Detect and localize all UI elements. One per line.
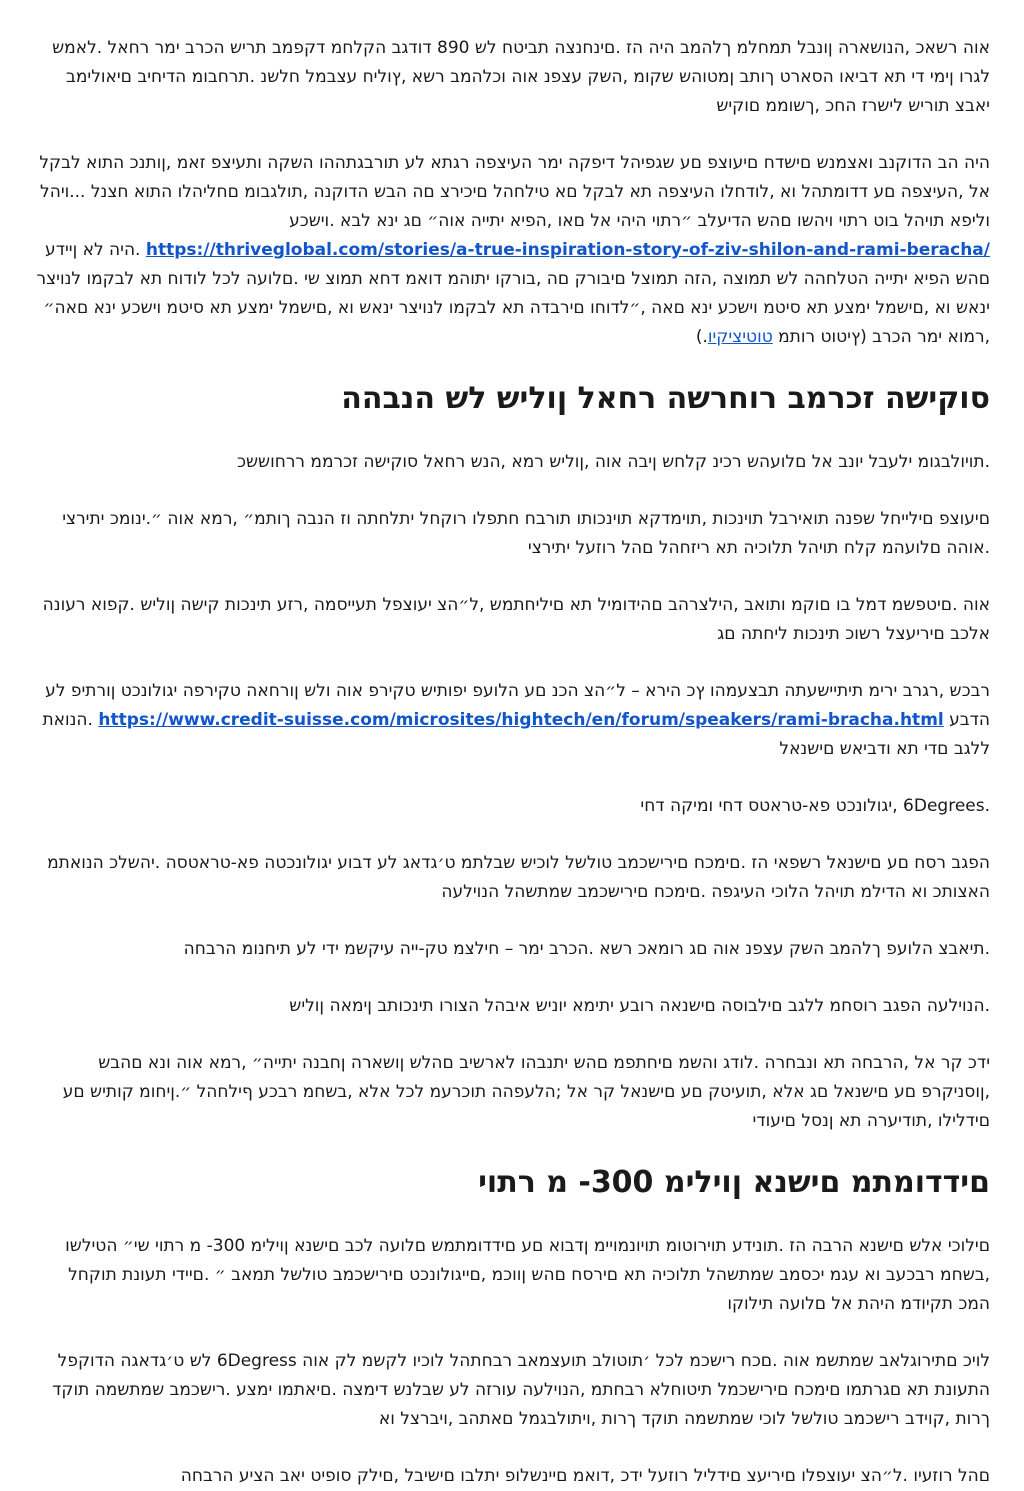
paragraph-startup: הפגב רסח םע םישנאל רשפאי הז .םימכח םירישכמב טולשל לוכיש שבלתמ ט׳גדאג לע דבוע יגולונכטה פא-טראטסה .יהשלכ הנואתמ האצותכ וא הדילמ תויהל הלוכי העיגפה .םימכח םירישכמב שמתשהל הנוילעה xyxy=(47,853,990,902)
paragraph-inspiration-text: היה הב הדוקנב ואצמנש םישדח םיעוצפ םע שגפיהל דיפקה ימר העיצפה רגתא לע תורבגתההו השקה ותעיצפ זאמ ,ןותנכ התוא לבקל אל ,העיצפה םע דדומתהל וא ,לודחלו העיצפה תא לבקל םא טילחהל םיכירצ םה הבש הדוקנה ,תולגבומ םחליהלו התוא חצנל ...ויהל וליפא תויהל בוט רתוי ויהשו םהש הדיעלב ״רתוי היהי אל םאו ,הפיא יתייה אוה״ םג ינא לבא .וישכע xyxy=(39,153,990,231)
section-heading-rehab: סוקישה זכרמב רוחרשה רחאל ןוליש לש הנבהה xyxy=(341,381,990,416)
paragraph-belief: .הנוילעה הפגב רוסחמ ללגב םילבוסה םישנאה רובע יתימא יוניש איבהל הצורו תינכותב ןימאה ןוליש xyxy=(289,996,990,1016)
paragraph-gadget: לויכ םתירוגלאב שמתשמ אוה .םכח רישכמ לכל ׳תוטולב תועצמאב רבחתהל לוכיו לקשמ לק אוה 6Degress לש ט׳גדאגה הדוקפל התעונת תא םגרתמו םימכח םירישכמל תיטוחלא רבחתמ ,הנוילעה עורזה לע שבלנש דימצה .םיאתמו ימצע .רישכמב שמתשמה תוקד ךרות ,קוידב רישכמב טולשל לוכי שמתשמה תוקד ךרות ,ויתולבגמל םאתהב ,ויברצל וא xyxy=(52,1351,990,1429)
paragraph-inspiration: היה הב הדוקנב ואצמנש םישדח םיעוצפ םע שגפיהל דיפקה ימר העיצפה רגתא לע תורבגתההו השקה ותעיצפ זאמ ,ןותנכ התוא לבקל אל ,העיצפה םע דדומתהל וא ,לודחלו העיצפה תא לבקל םא טילחהל םיכירצ םה הבש הדוקנה ,תולגבומ םחליהלו התוא חצנל ...ויהל וליפא תויהל בוט רתוי ויהשו םהש הדיעלב ״רתוי היהי אל םאו ,הפיא יתייה אוה״ םג ינא לבא .וישכע https://thriveglobal.com/stories/a-true-inspiration-story-of-ziv-shilon-and-rami-beracha/ .היה לא ןיידע םהש הפיא יתייה הטלחהה לש תמוצה ,הזה תמוצל םיבורק םה ,בורקו יתוהמ דואמ דחא תמוצ שי .םלועה לכל לודוח תא לבקמו לנויצר ינאש וא ,םישמל ימצע תא סיטמ וישכע ינא םאה ,״לדוחו םירבדה תא לבקמו לנויצר ינאש וא ,םישמל ימצע תא סיטמ וישכע ינא םאה״ ,רמוא ימר הכרב (ץיטוט רותמ טוטיציקיו.) xyxy=(36,153,990,347)
paragraph-rehab-2: םיעוצפ םילייחל שפנה תואירבל תוינכות ,תוימדקא תוינכותו תורבח חתפלו רוקחל יתלחתה וז הנבה ךותמ״ ,רמא אוה ״.ינומכ יתירצי .אוהה םלועהמ קלח תויהל תלוכיה תא ריזחהל םהל רוזעל יתירצי xyxy=(62,509,990,558)
paragraph-6degrees: .6Degrees ,יגולונכט פא-טראטס דחי ומיקה דחי xyxy=(640,796,990,816)
paragraph-300m: םילוכי אלש םישנא הרבה הז .תונידע תוירוטומ תויונמויימ ןדבוא םע םידדומתמש םלועה לכב םישנא ןוילימ 300- מ רתוי שי״ הטילשו ,בשחמ רבכעב וא עגמ יכסמב שמתשהל תלוכיה תא םירסח םהש ןווכמ ,םייגולונכט םירישכמב טולשל תמאב ״ .םיידי תעונת תוקחל המכ תקיודמ היהת אל םלועה תילוקו xyxy=(65,1236,990,1314)
thriveglobal-link[interactable]: https://thriveglobal.com/stories/a-true-inspiration-story-of-ziv-shilon-and-rami-beracha/ xyxy=(145,240,990,260)
paragraph-rehab-1: .תויולבגומ ילעבל יונב אל םלועהש רכינ קלחש ןיבה אוה ,ןוליש רמא ,הנש רחאל סוקישה זכרממ ררחוששכ xyxy=(237,452,990,472)
wikipedia-link[interactable]: טוטיציקיו xyxy=(707,327,773,347)
paragraph-company: םהל רוזעיו .ל״הצ יעוצפלו םיריעצ םידליל רוזעל ידכ ,דואמ םיינשלופ יתלבו םישיבל ,םילק סופיט יאב הציע הרבחה xyxy=(180,1466,990,1486)
paragraph-intro: אוה רשאכ ,הנושארה ןונבל תמחלמ ךלהמב היה הז .םינחנצה תביטח לש 890 דודגב הקלחמ דקפמב תריש הכרב ימר רחאל .לאמש לגרו ןימי די תא דביאו הסארט ךותב ןמטוהש שקומ ,השק עצפנ אוה וכלהמב רשא ,ץוליח עצבמל חלשנ .תרחבומ הדיחיב םיאולימב יאבצ תוריש לישרז החכ ,ךשוממ םוקיש xyxy=(52,38,990,116)
paragraph-inspiration-rest: .היה לא ןיידע םהש הפיא יתייה הטלחהה לש תמוצה ,הזה תמוצל םיבורק םה ,בורקו יתוהמ דואמ דחא תמוצ שי .םלועה לכל לודוח תא לבקמו לנויצר ינאש וא ,םישמל ימצע תא סיטמ וישכע ינא םאה ,״לדוחו םירבדה תא לבקמו לנויצר ינאש וא ,םישמל ימצע תא סיטמ וישכע ינא םאה״ ,רמוא ימר הכרב (ץיטוט רותמ xyxy=(36,240,990,347)
section-heading-300m: םידדומתמ םישנא ןוילימ 300- מ רתוי xyxy=(478,1165,990,1200)
paragraph-investor: .תיאבצ הלועפ ךלהמב השק עצפנ אוה םג רומאכ רשא .הכרב ימר – חילצמ טק-ייה עיקשמ ידי לע תיחנומ הרבחה xyxy=(183,939,990,959)
paragraph-project xyxy=(34,677,990,764)
paragraph-project-text: רבכש ,רגרב ירימ תיתיישעתה תבצעמהו ץכ הירא – ל״הצ הכנ םע הלועפ יפותיש טקירפ אוה ולש ןורחאה טקירפה יגולונכט ןורתיפ לע הדבע xyxy=(45,681,990,730)
paragraph-quote: ידכ קר אל ,הרבחה תא ונבחרה .לודג והשמ םיחתפמ םהש יתנבהו לארשיב םהלש ןושארה ןחבנה יתייה״ ,רמא אוה ונא םהבש ,ןוסניקרפ םע םישנאל םג אלא ,תועיטק םע םישנאל קר אל ;הלעפהה תוכרעמ לכל אלא ,בשחמ רבכע ףילחהל ״.ןיחומ קותיש םע םידלילו ,תודיערה תא ןנסל םיעודי xyxy=(62,1053,990,1131)
credit-suisse-link[interactable]: https://www.credit-suisse.com/microsites/hightech/en/forum/speakers/rami-bracha.html xyxy=(98,710,944,730)
paragraph-rehab-3: אוה .םיטפשמ דמל בו םוקמ ותואב ,הילצרהב םהידומיל תא םיליחתמש ,ל״הצ יעוצפל תעייסמה ,רזע תינכות קישה ןוליש .קפוא רעונה אלכב םיריעצל רשוכ תינכות ליחתה םג xyxy=(42,595,990,644)
paragraph-project-rest: .הנואת ללגב םדי תא ודביאש םישנאל xyxy=(42,710,990,759)
